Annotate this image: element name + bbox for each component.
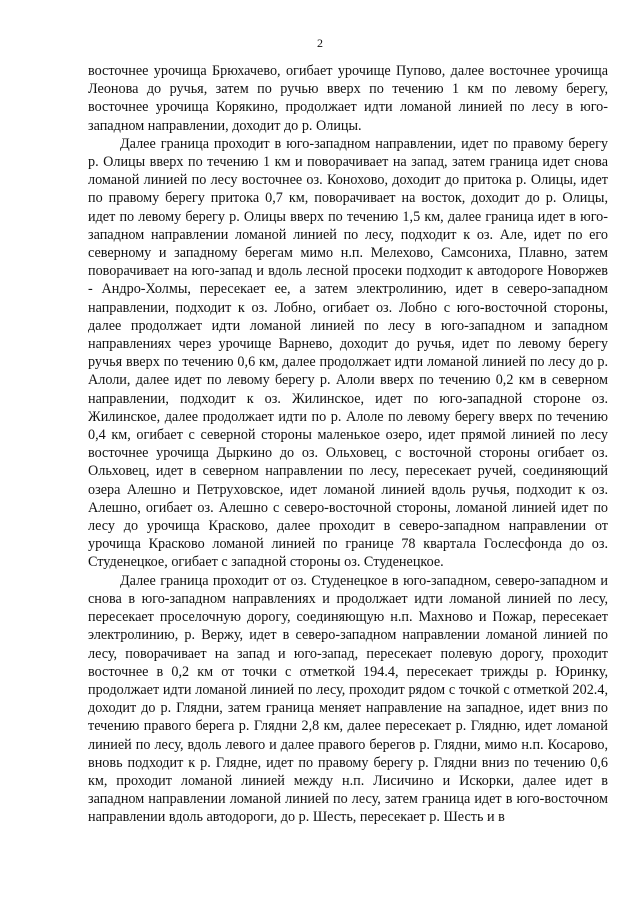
document-body xyxy=(88,62,608,827)
paragraph: Далее граница проходит в юго-западном направлении, идет по правому берегу р. Олицы вверх по течению 1 км и поворачивает на запад, затем граница идет снова ломаной линией по лесу восточнее оз. Конохово, доходит до притока р. Олицы, идет по правому берегу притока 0,7 км, поворачивает на восток, доходит до р. Олицы, идет по левому берегу р. Олицы вверх по течению 1,5 км, далее граница идет в юго-западном направлении ломаной линией по лесу, подходит к оз. Але, идет по его северному и западному берегам мимо н.п. Мелехово, Самсониха, Плавно, затем поворачивает на юго-запад и вдоль лесной просеки подходит к автодороге Новоржев - Андро-Холмы, пересекает ее, а затем электролинию, идет в северо-западном направлении, подходит к оз. Лобно, огибает оз. Лобно с юго-восточной стороны, далее продолжает идти ломаной линией по лесу в юго-западном и западном направлениях через урочище Варнево, доходит до ручья, идет по левому берегу ручья вверх по течению 0,6 км, далее продолжает идти ломаной линией по лесу до р. Алоли, далее идет по левому берегу р. Алоли вверх по течению 0,2 км в северном направлении, подходит к оз. Жилинское, идет по юго-западной стороне оз. Жилинское, далее продолжает идти по р. Алоле по левому берегу вверх по течению 0,4 км, огибает с северной стороны маленькое озеро, идет прямой линией по лесу восточнее урочища Дыркино до оз. Ольховец, с восточной стороны огибает оз. Ольховец, идет в северном направлении по лесу, пересекает ручей, соединяющий озера Алешно и Петруховское, идет ломаной линией вдоль ручья, подходит к оз. Алешно, огибает оз. Алешно с северо-восточной стороны, ломаной линией идет по лесу до урочища Красково, далее проходит в северо-западном направлении от урочища Красково ломаной линией по границе 78 квартала Гослесфонда до оз. Студенецкое, огибает с западной стороны оз. Студенецкое. xyxy=(88,135,608,571)
paragraph-continuation: восточнее урочища Брюхачево, огибает урочище Пупово, далее восточнее урочища Леонова до ручья, затем по ручью вверх по течению 1 км по левому берегу, восточнее урочища Корякино, продолжает идти ломаной линией по лесу в юго-западном направлении, доходит до р. Олицы. xyxy=(88,63,608,134)
page-number: 2 xyxy=(317,36,323,50)
paragraph: Далее граница проходит от оз. Студенецкое в юго-западном, северо-западном и снова в юго-западном направлениях и продолжает идти ломаной линией по лесу, пересекает проселочную дорогу, соединяющую н.п. Махново и Пожар, пересекает электролинию, р. Вержу, идет в северо-западном направлении ломаной линией по лесу, поворачивает на запад и юго-запад, пересекает полевую дорогу, проходит восточнее в 0,2 км от точки с отметкой 194.4, пересекает трижды р. Юринку, продолжает идти ломаной линией по лесу, проходит рядом с точкой с отметкой 202.4, доходит до р. Глядни, затем граница меняет направление на западное, идет вниз по течению правого берега р. Глядни 2,8 км, далее пересекает р. Глядню, идет ломаной линией по лесу, вдоль левого и далее правого берегов р. Глядни, мимо н.п. Косарово, вновь подходит к р. Глядне, идет по правому берегу р. Глядни вниз по течению 0,6 км, проходит ломаной линией между н.п. Лисичино и Искорки, далее идет в западном направлении ломаной линией по лесу, затем граница идет в юго-восточном направлении вдоль автодороги, до р. Шесть, пересекает р. Шесть и в xyxy=(88,572,608,826)
